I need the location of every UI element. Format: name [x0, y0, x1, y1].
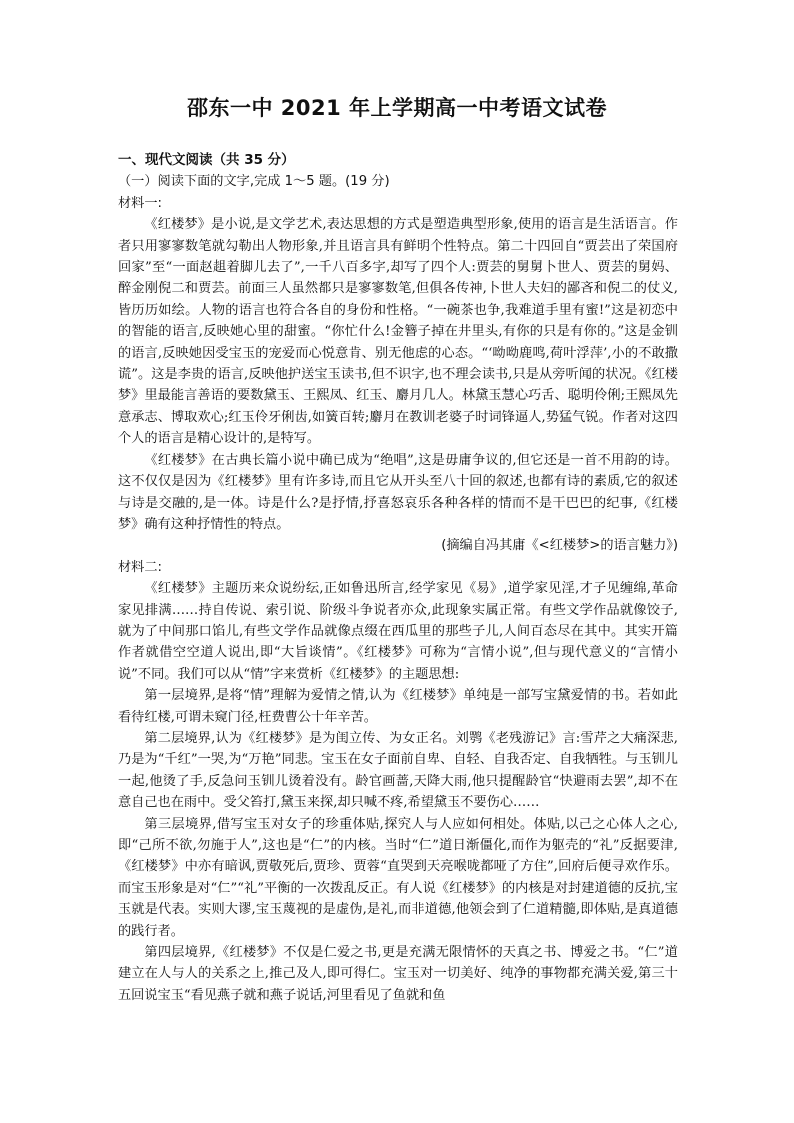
section-heading: 一、现代文阅读（共 35 分） — [118, 152, 295, 168]
material1-paragraph: 《红楼梦》在古典长篇小说中确已成为“绝唱”,这是毋庸争议的,但它还是一首不用韵的诗。这不仅仅是因为《红楼梦》里有许多诗,而且它从开头至八十回的叙述,也都有诗的素质,它的叙述与诗是交融的,是一体。诗是什么?是抒情,抒喜怒哀乐各种各样的情而不是干巴巴的纪事,《红楼梦》确有这种抒情性的特点。 — [118, 452, 678, 532]
material2-paragraph: 第一层境界,是将“情”理解为爱情之情,认为《红楼梦》单纯是一部写宝黛爱情的书。若如此看待红楼,可谓未窥门径,枉费曹公十年辛苦。 — [118, 688, 678, 725]
question-instruction: （一）阅读下面的文字,完成 1～5 题。(19 分) — [118, 174, 390, 190]
material2-paragraph: 《红楼梦》主题历来众说纷纭,正如鲁迅所言,经学家见《易》,道学家见淫,才子见缠绵,革命家见排满……持自传说、索引说、阶级斗争说者亦众,此现象实属正常。有些文学作品就像饺子,就为了中间那口馅儿,有些文学作品就像点缀在西瓜里的那些子儿,人间百态尽在其中。其实开篇作者就借空空道人说出,即“大旨谈情”。《红楼梦》可称为“言情小说”,但与现代意义的“言情小说”不同。我们可以从“情”字来赏析《红楼梦》的主题思想: — [118, 581, 678, 682]
material1-paragraph: 《红楼梦》是小说,是文学艺术,表达思想的方式是塑造典型形象,使用的语言是生活语言。作者只用寥寥数笔就勾勒出人物形象,并且语言具有鲜明个性特点。第二十四回自“贾芸出了荣国府回家”至“一面赵趄着脚儿去了”,一千八百多字,却写了四个人:贾芸的舅舅卜世人、贾芸的舅妈、醉金刚倪二和贾芸。前面三人虽然都只是寥寥数笔,但俱各传神,卜世人夫妇的鄙吝和倪二的仗义,皆历历如绘。人物的语言也符合各自的身份和性格。“一碗茶也争,我难道手里有蜜!”这是初恋中的智能的语言,反映她心里的甜蜜。“你忙什么!金簪子掉在井里头,有你的只是有你的。”这是金钏的语言,反映她因受宝玉的宠爱而心悦意肯、别无他虑的心态。“‘呦呦鹿鸣,荷叶浮萍’,小的不敢撒谎”。这是李贵的语言,反映他护送宝玉读书,但不识字,也不理会读书,只是从旁听闻的状况。《红楼梦》里最能言善语的要数黛玉、王熙凤、红玉、麝月几人。林黛玉慧心巧舌、聪明伶俐;王熙凤先意承志、博取欢心;红玉伶牙俐齿,如簧百转;麝月在教训老婆子时词锋逼人,势猛气锐。作者对这四个人的语言是精心设计的,是特写。 — [118, 217, 678, 447]
reading-section — [118, 150, 678, 1006]
material1-source: (摘编自冯其庸《<红楼梦>的语言魅力》) — [441, 538, 678, 554]
material1-label: 材料一: — [118, 195, 163, 211]
material2-paragraph: 第二层境界,认为《红楼梦》是为闺立传、为女正名。刘鹗《老残游记》言:雪芹之大痛深悲,乃是为“千红”一哭,为“万艳”同悲。宝玉在女子面前自卑、自轻、自我否定、自我牺牲。与玉钏儿一起,他烫了手,反急问玉钏儿烫着没有。龄官画蔷,天降大雨,他只提醒龄官“快避雨去罢”,却不在意自己也在雨中。受父笞打,黛玉来探,却只喊不疼,希望黛玉不要伤心…… — [118, 730, 678, 811]
material2-paragraph: 第四层境界,《红楼梦》不仅是仁爱之书,更是充满无限情怀的天真之书、博爱之书。“仁”道建立在人与人的关系之上,推己及人,即可得仁。宝玉对一切美好、纯净的事物都充满关爱,第三十五回说宝玉“看见燕子就和燕子说话,河里看见了鱼就和鱼 — [118, 945, 678, 1003]
material2-label: 材料二: — [118, 559, 163, 575]
material2-paragraph: 第三层境界,借写宝玉对女子的珍重体贴,探究人与人应如何相处。体贴,以己之心体人之心,即“己所不欲,勿施于人”,这也是“仁”的内核。当时“仁”道日渐僵化,而作为躯壳的“礼”反据要津,《红楼梦》中亦有暗讽,贾敬死后,贾珍、贾蓉“直哭到天亮喉咙都哑了方住”,回府后便寻欢作乐。而宝玉形象是对“仁”“礼”平衡的一次拨乱反正。有人说《红楼梦》的内核是对封建道德的反抗,宝玉就是代表。实则大谬,宝玉蔑视的是虚伪,是礼,而非道德,他领会到了仁道精髓,即体贴,是真道德的践行者。 — [118, 816, 678, 939]
exam-title: 邵东一中 2021 年上学期高一中考语文试卷 — [186, 96, 608, 120]
